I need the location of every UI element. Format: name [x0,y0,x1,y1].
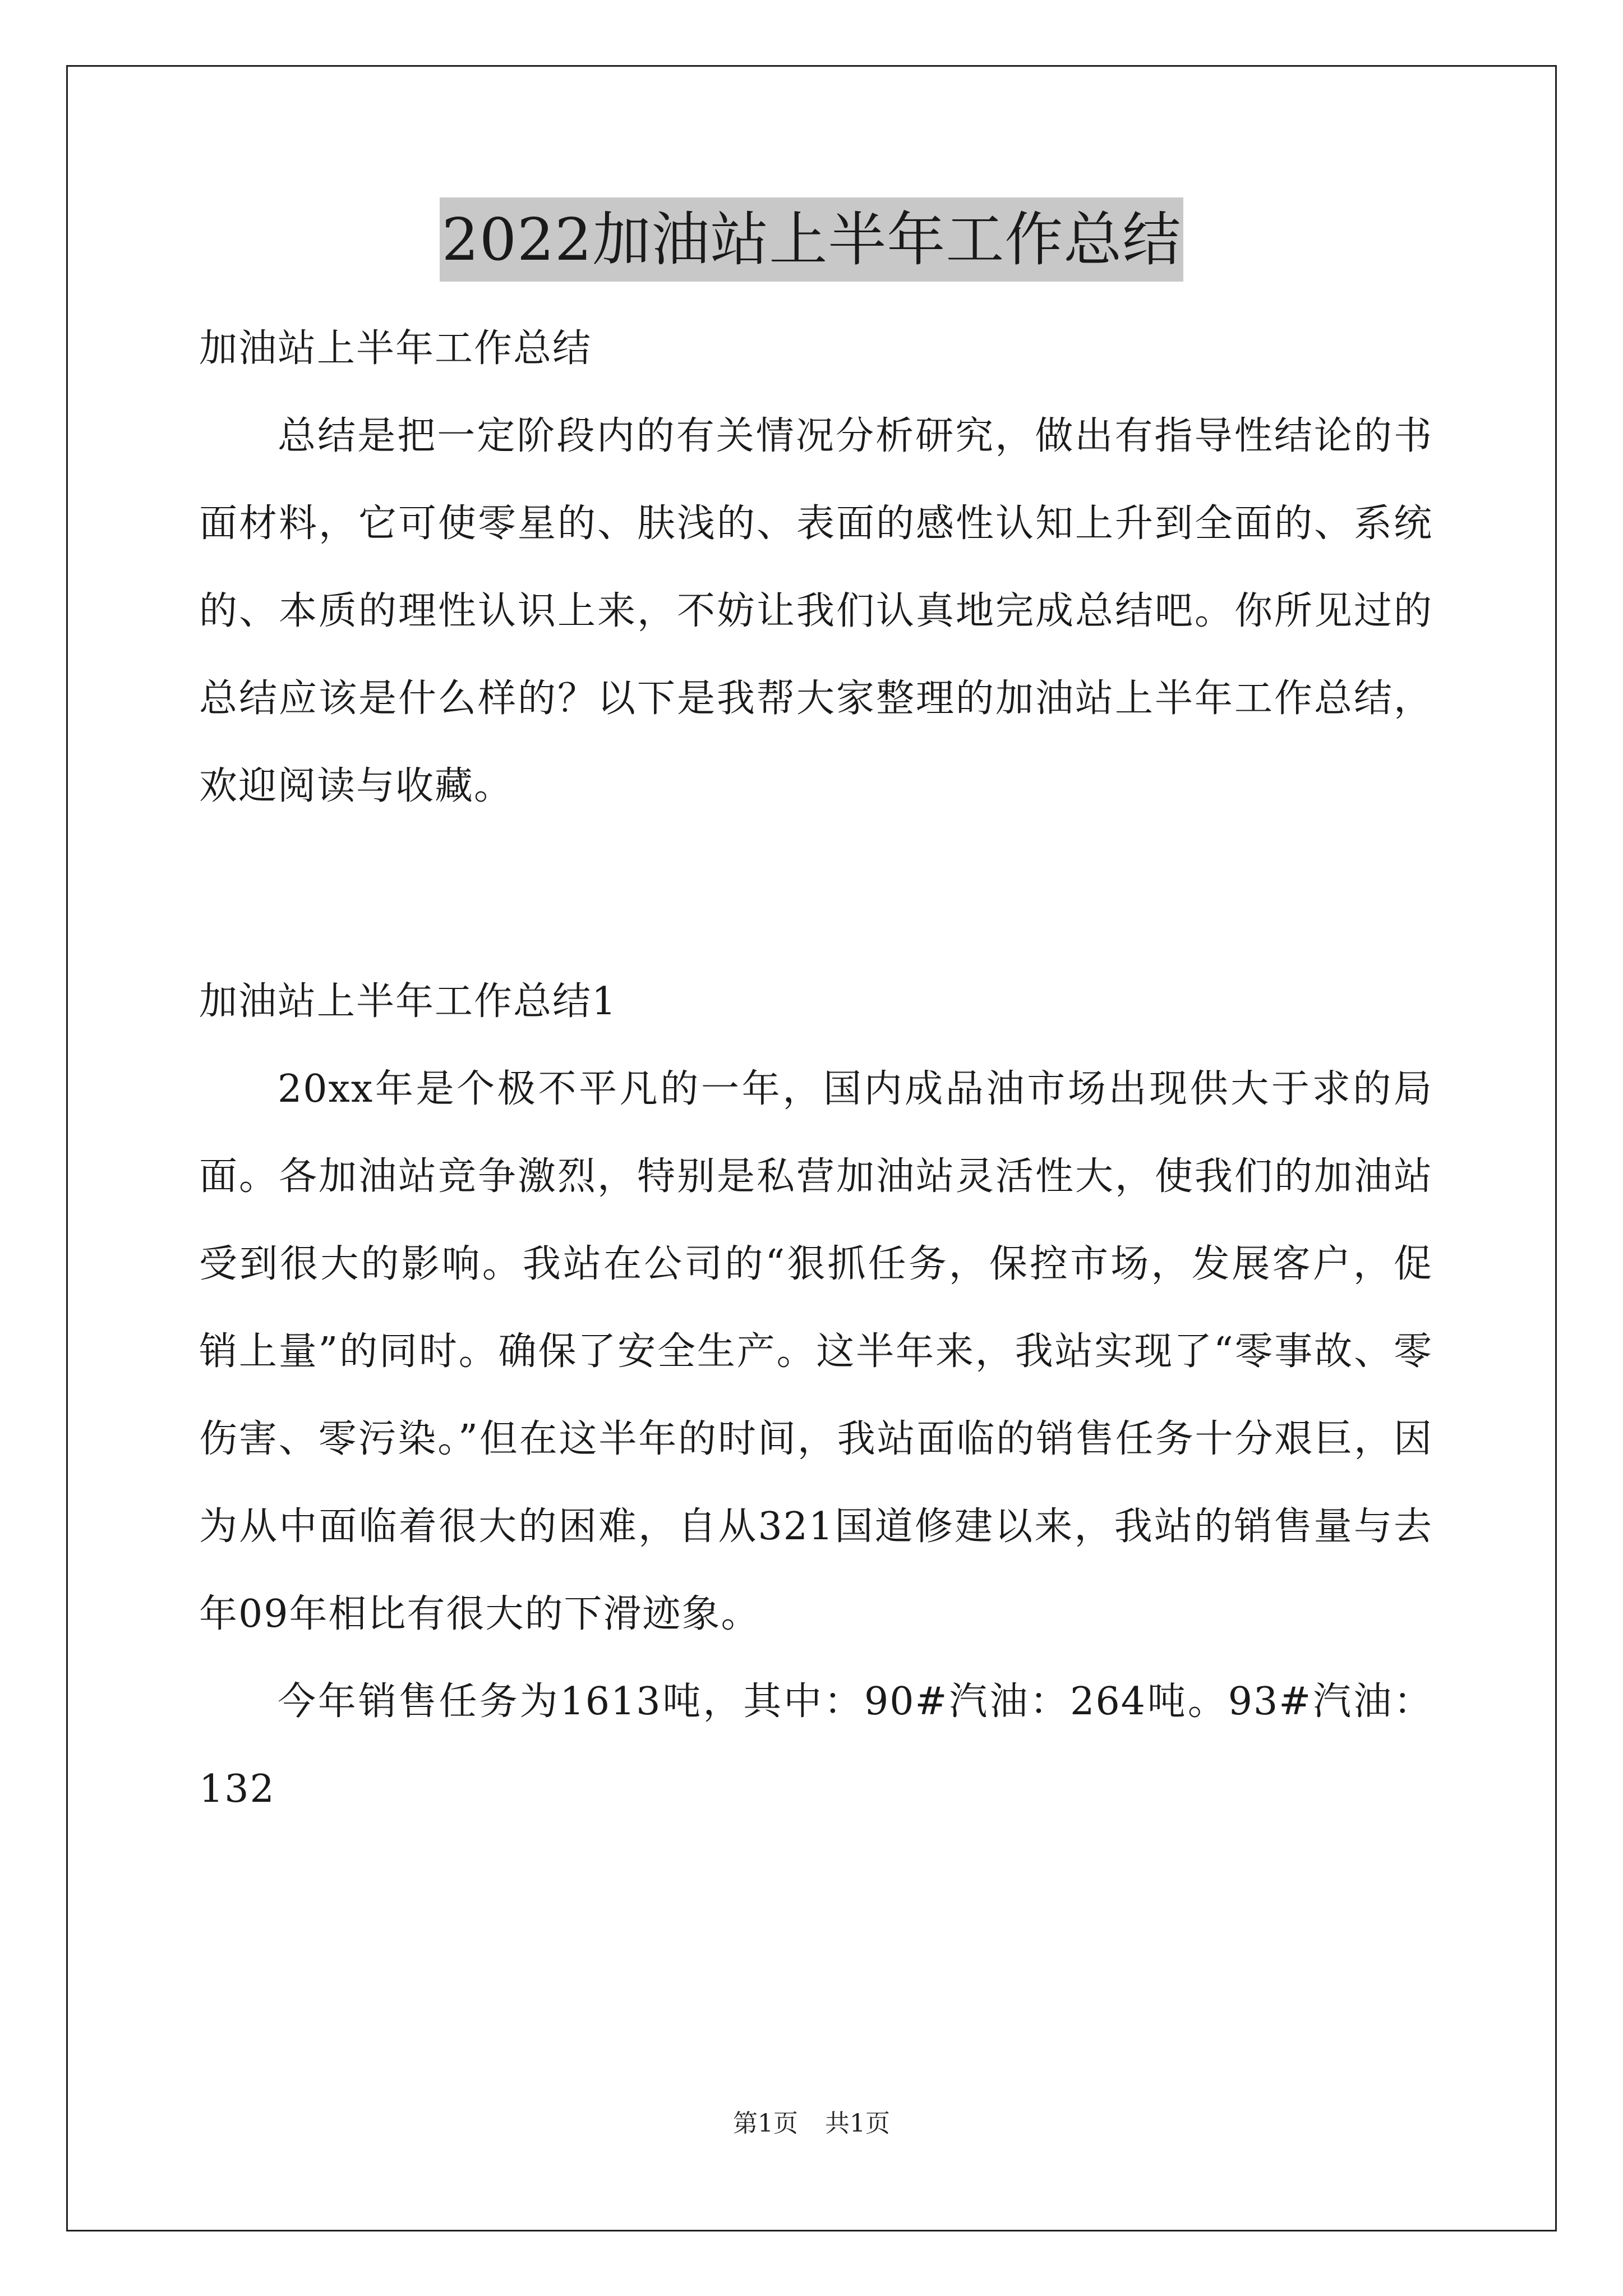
page-number-current: 第1页 [733,2109,798,2138]
body-paragraph-2: 今年销售任务为1613吨，其中：90#汽油：264吨。93#汽油：132 [199,1680,1433,1811]
page-footer [0,2107,1623,2141]
title-container [0,197,1623,282]
body-paragraph-1: 20xx年是个极不平凡的一年，国内成品油市场出现供大于求的局面。各加油站竞争激烈，特别是私营加油站灵活性大，使我们的加油站受到很大的影响。我站在公司的“狠抓任务，保控市场，发展客户，促销上量”的同时。确保了安全生产。这半年来，我站实现了“零事故、零伤害、零污染。”但在这半年的时间，我站面临的销售任务十分艰巨，因为从中面临着很大的困难，自从321国道修建以来，我站的销售量与去年09年相比有很大的下滑迹象。 [199,1067,1433,1636]
document-body [199,305,1433,1833]
section-heading-intro: 加油站上半年工作总结 [199,326,592,371]
document-title: 2022加油站上半年工作总结 [440,197,1184,282]
page-number-total: 共1页 [825,2109,890,2138]
section-heading-1: 加油站上半年工作总结1 [199,979,617,1024]
intro-paragraph: 总结是把一定阶段内的有关情况分析研究，做出有指导性结论的书面材料，它可使零星的、肤浅的、表面的感性认知上升到全面的、系统的、本质的理性认识上来，不妨让我们认真地完成总结吧。你所见过的总结应该是什么样的？以下是我帮大家整理的加油站上半年工作总结，欢迎阅读与收藏。 [199,414,1433,808]
